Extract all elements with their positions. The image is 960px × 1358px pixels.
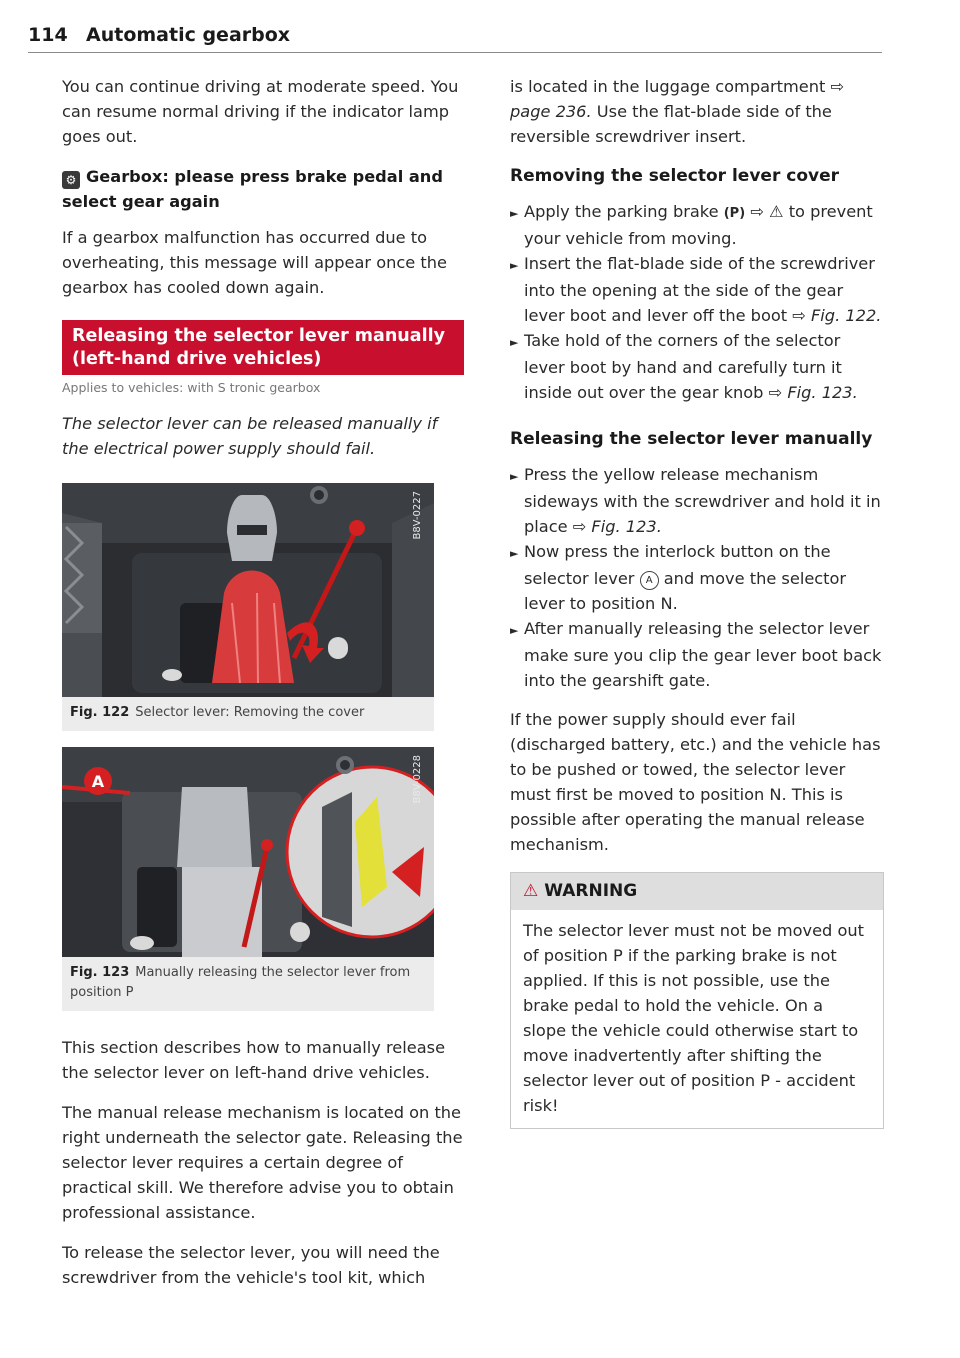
paragraph: You can continue driving at moderate speed. You can resume normal driving if the indicator lamp goes out. [62,77,459,146]
bullet-icon: ► [510,336,519,349]
warning-reference-link[interactable]: ⇨ ⚠ [750,202,784,221]
paragraph: If a gearbox malfunction has occurred due to overheating, this message will appear once the gearbox has cooled down again. [62,228,447,297]
bullet-icon: ► [510,207,519,220]
figure-reference-link[interactable]: ⇨ Fig. 122. [792,306,882,325]
bullet-icon: ► [510,259,519,272]
message-title [62,164,464,214]
right-column [510,74,882,1129]
section-heading: Releasing the selector lever manually (left-hand drive vehicles) [62,320,464,375]
text: Apply the parking brake [524,202,719,221]
warning-title: WARNING [544,881,638,901]
figure-caption [62,957,434,1011]
subheading: Removing the selector lever cover [510,166,840,186]
caption-text: Manually releasing the selector lever from position P [70,965,411,1000]
figure-label: Fig. 123 [70,965,130,980]
figure-reference-link[interactable]: ⇨ Fig. 123. [768,383,858,402]
figure-caption [62,697,434,731]
page-reference-link[interactable]: ⇨ page 236. [510,77,845,121]
figure-123-illustration [62,747,434,957]
message-title-text: Gearbox: please press brake pedal and select gear again [62,167,443,211]
text: to prevent your vehicle from moving. [524,202,873,248]
text: Use the flat-blade side of the reversible screwdriver insert. [510,102,832,146]
warning-header [511,873,883,910]
figure-marker: A [91,772,105,791]
bullet-icon: ► [510,470,519,483]
callout-marker: A [640,571,659,590]
left-column [62,74,464,1305]
text: is located in the luggage compartment [510,77,826,96]
applies-to-note: Applies to vehicles: with S tronic gearbox [62,380,321,395]
paragraph: To release the selector lever, you will need the screwdriver from the vehicle's tool kit, which [62,1243,440,1287]
paragraph [510,74,882,149]
list-item [510,616,882,693]
page-header [28,22,882,53]
bullet-icon: ► [510,624,519,637]
page-title: Automatic gearbox [86,24,291,46]
parking-brake-icon: (P) [723,206,746,221]
text: Insert the flat-blade side of the screwdriver into the opening at the side of the gear lever boot and lever off the boot [524,254,875,325]
figure-reference-link[interactable]: ⇨ Fig. 123. [572,517,662,536]
bullet-icon: ► [510,547,519,560]
text: Take hold of the corners of the selector lever boot by hand and carefully turn it inside out over the gear knob [524,331,842,402]
figure-122-illustration [62,483,434,697]
gearbox-warning-icon: ⚙ [62,171,80,189]
text: Press the yellow release mechanism sideways with the screwdriver and hold it in place [524,465,881,536]
figure-code: B8V-0228 [412,755,423,804]
warning-box [510,872,884,1129]
list-item [510,251,882,328]
text: Now press the interlock button on the selector lever [524,542,831,588]
paragraph: If the power supply should ever fail (discharged battery, etc.) and the vehicle has to be pushed or towed, the selector lever must first be moved to position N. This is possible after operating the manual release mechanism. [510,710,881,854]
paragraph: The manual release mechanism is located on the right underneath the selector gate. Releasing the selector lever requires a certain degree of practical skill. We therefore advise you to obtain professional assistance. [62,1103,463,1222]
text: After manually releasing the selector lever make sure you clip the gear lever boot back into the gearshift gate. [524,619,882,690]
page-number: 114 [28,24,68,46]
list-item [510,539,882,616]
warning-triangle-icon: ⚠ [523,881,539,901]
figure-123 [62,747,434,957]
figure-code: B8V-0227 [412,491,423,540]
warning-text: The selector lever must not be moved out of position P if the parking brake is not applied. If this is not possible, use the brake pedal to hold the vehicle. On a slope the vehicle could otherwise start to move inadvertently after shifting the selector lever out of position P - accident risk! [523,921,864,1115]
caption-text: Selector lever: Removing the cover [135,705,365,720]
text: and move the selector lever to position N. [524,569,847,613]
figure-122 [62,483,434,697]
section-intro: The selector lever can be released manually if the electrical power supply should fail. [62,414,438,458]
subheading: Releasing the selector lever manually [510,429,873,449]
list-item [510,462,882,539]
list-item [510,199,882,251]
figure-label: Fig. 122 [70,705,130,720]
paragraph: This section describes how to manually release the selector lever on left-hand drive vehicles. [62,1038,446,1082]
list-item [510,328,882,405]
